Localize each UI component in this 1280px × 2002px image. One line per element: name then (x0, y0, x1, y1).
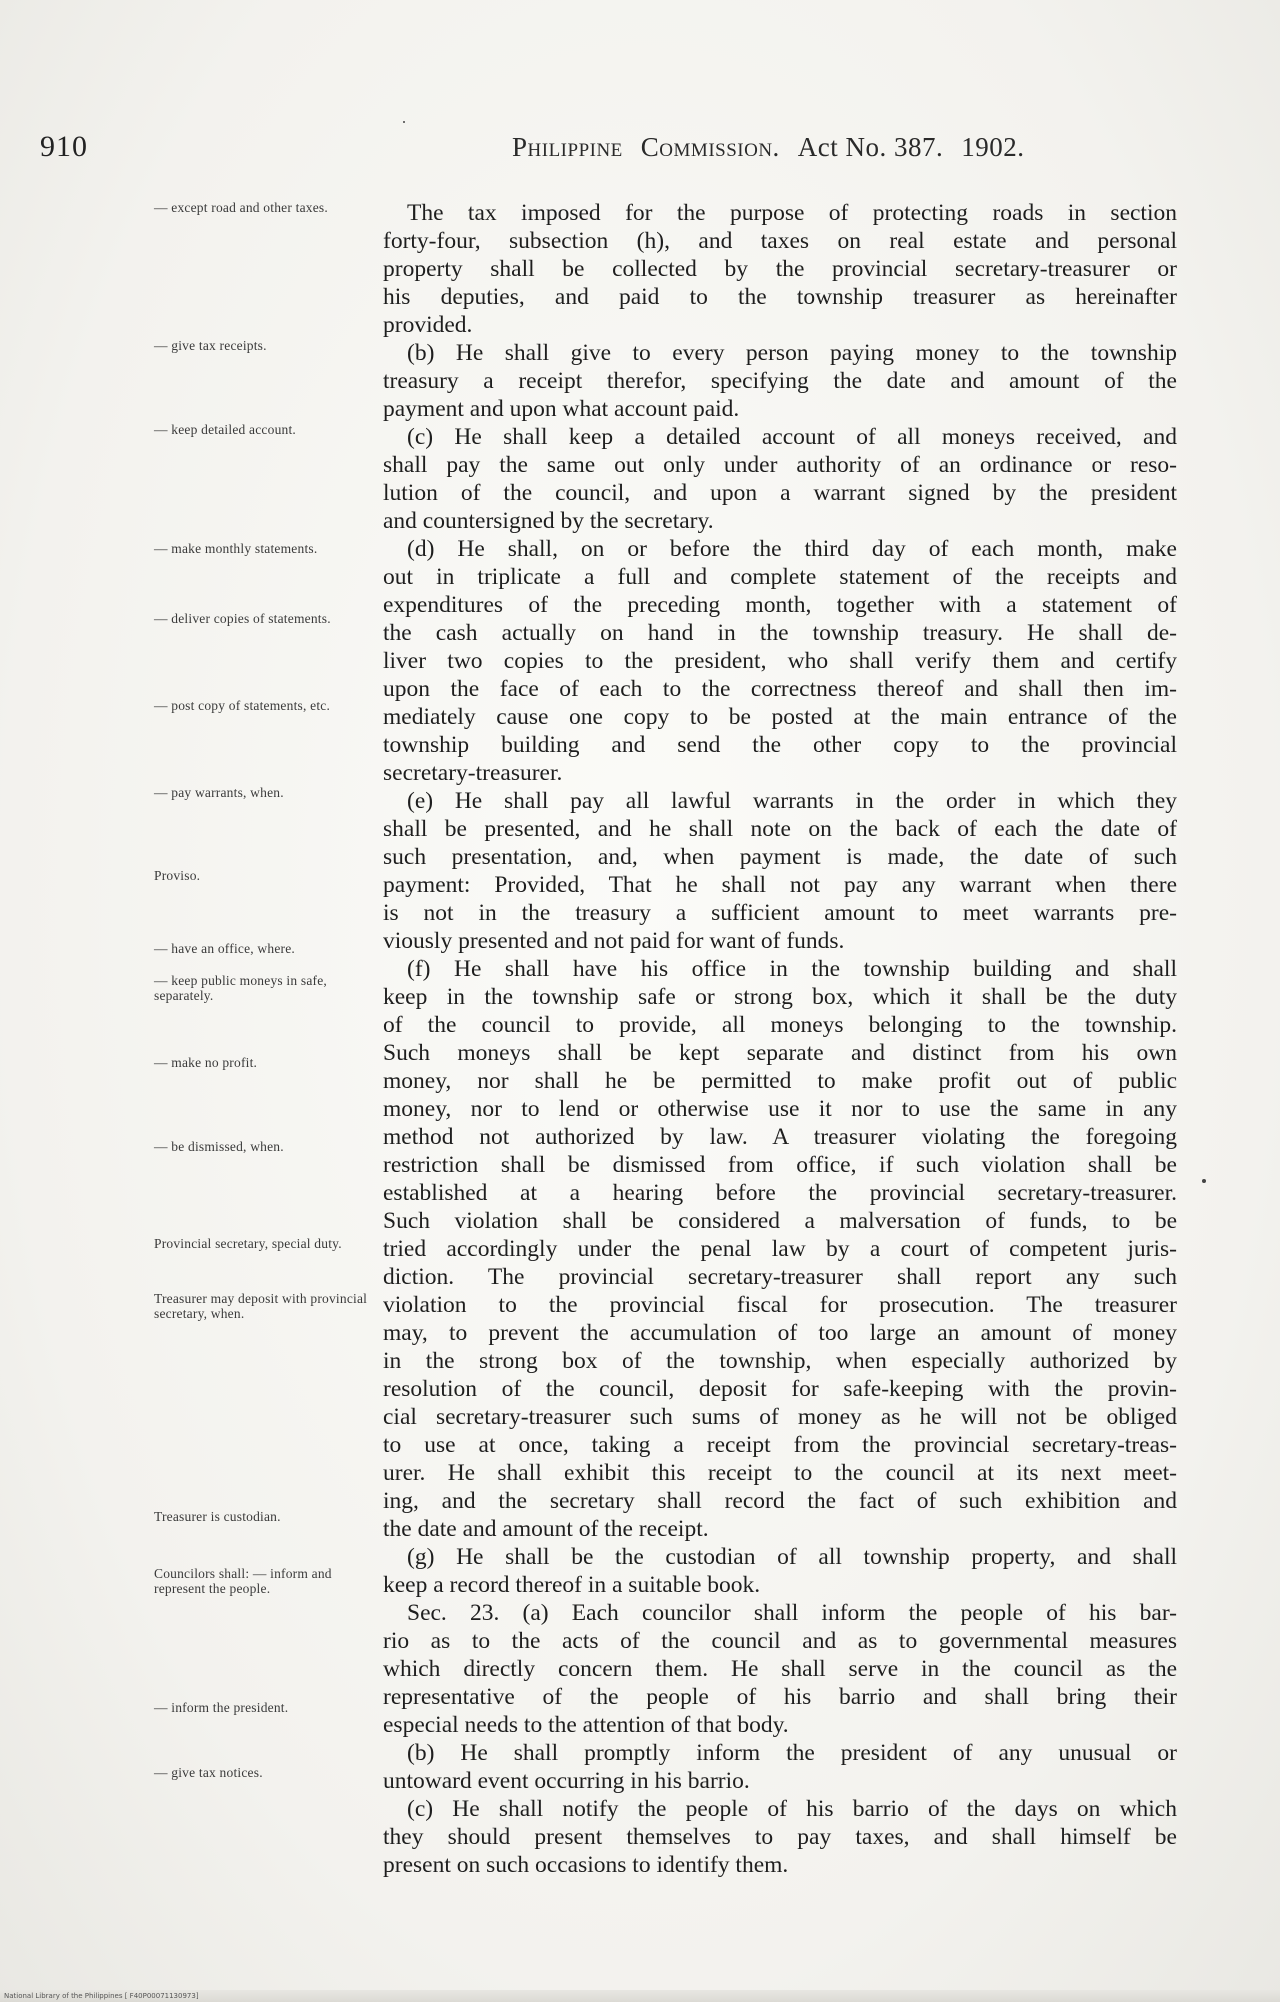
body-line: to use at once, taking a receipt from the provincial secretary-treas- (383, 1432, 1177, 1458)
body-line: The tax imposed for the purpose of protecting roads in section (407, 200, 1177, 226)
body-line: money, nor shall he be permitted to make profit out of public (383, 1068, 1177, 1094)
body-line: is not in the treasury a sufficient amount to meet warrants pre- (383, 900, 1177, 926)
scan-speck (1202, 1179, 1206, 1183)
body-line: payment and upon what account paid. (383, 396, 740, 422)
body-line: restriction shall be dismissed from office, if such violation shall be (383, 1152, 1177, 1178)
margin-note: — post copy of statements, etc. (154, 698, 331, 713)
body-line: untoward event occurring in his barrio. (383, 1768, 750, 1794)
margin-note: — deliver copies of statements. (154, 611, 331, 626)
body-line: violation to the provincial fiscal for prosecution. The treasurer (383, 1292, 1177, 1318)
body-line: his deputies, and paid to the township treasurer as hereinafter (383, 284, 1177, 310)
margin-note: Treasurer is custodian. (154, 1509, 281, 1524)
scan-credit: National Library of the Philippines [ F40P00071130973] (4, 1992, 199, 2000)
body-line: Such moneys shall be kept separate and distinct from his own (383, 1040, 1177, 1066)
body-line: treasury a receipt therefor, specifying the date and amount of the (383, 368, 1177, 394)
body-line: keep in the township safe or strong box, which it shall be the duty (383, 984, 1177, 1010)
margin-note: — give tax receipts. (154, 338, 267, 353)
body-line: property shall be collected by the provincial secretary-treasurer or (383, 256, 1177, 282)
body-line: expenditures of the preceding month, together with a statement of (383, 592, 1177, 618)
body-line: representative of the people of his barrio and shall bring their (383, 1684, 1177, 1710)
body-line: (g) He shall be the custodian of all township property, and shall (407, 1544, 1177, 1570)
margin-note: — keep detailed account. (154, 422, 296, 437)
body-line: mediately cause one copy to be posted at the main entrance of the (383, 704, 1177, 730)
body-line: shall be presented, and he shall note on the back of each the date of (383, 816, 1177, 842)
body-line: the date and amount of the receipt. (383, 1516, 709, 1542)
margin-note: — inform the president. (154, 1700, 289, 1715)
scan-speck (403, 121, 405, 123)
body-line: the cash actually on hand in the township treasury. He shall de- (383, 620, 1177, 646)
margin-note: — have an office, where. (154, 941, 295, 956)
body-line: cial secretary-treasurer such sums of money as he will not be obliged (383, 1404, 1177, 1430)
body-line: ing, and the secretary shall record the fact of such exhibition and (383, 1488, 1177, 1514)
header-title-1: Philippine (512, 132, 623, 162)
body-line: urer. He shall exhibit this receipt to the council at its next meet- (383, 1460, 1177, 1486)
body-line: in the strong box of the township, when especially authorized by (383, 1348, 1177, 1374)
header-title-2: Commission. (640, 132, 780, 162)
body-line: especial needs to the attention of that body. (383, 1712, 789, 1738)
margin-note: Treasurer may deposit with provincial secretary, when. (154, 1291, 368, 1321)
body-line: payment: Provided, That he shall not pay any warrant when there (383, 872, 1177, 898)
body-line: of the council to provide, all moneys belonging to the township. (383, 1012, 1177, 1038)
margin-note: — pay warrants, when. (154, 785, 284, 800)
body-line: shall pay the same out only under authority of an ordinance or reso- (383, 452, 1177, 478)
margin-note: — give tax notices. (154, 1765, 263, 1780)
body-line: money, nor to lend or otherwise use it nor to use the same in any (383, 1096, 1177, 1122)
body-line: keep a record thereof in a suitable book. (383, 1572, 761, 1598)
body-line: (c) He shall keep a detailed account of all moneys received, and (407, 424, 1177, 450)
body-line: which directly concern them. He shall serve in the council as the (383, 1656, 1177, 1682)
margin-note: Councilors shall: — inform and represent the people. (154, 1566, 332, 1596)
body-line: (d) He shall, on or before the third day of each month, make (407, 536, 1177, 562)
body-line: tried accordingly under the penal law by a court of competent juris- (383, 1236, 1177, 1262)
body-line: they should present themselves to pay taxes, and shall himself be (383, 1824, 1177, 1850)
margin-note: Provincial secretary, special duty. (154, 1236, 342, 1251)
body-line: out in triplicate a full and complete statement of the receipts and (383, 564, 1177, 590)
body-line: diction. The provincial secretary-treasurer shall report any such (383, 1264, 1177, 1290)
margin-note: — make monthly statements. (154, 541, 318, 556)
body-line: rio as to the acts of the council and as to governmental measures (383, 1628, 1177, 1654)
header-act: Act No. 387. (797, 132, 944, 162)
margin-note: — be dismissed, when. (154, 1139, 284, 1154)
body-line: forty-four, subsection (h), and taxes on real estate and personal (383, 228, 1177, 254)
body-line: Such violation shall be considered a malversation of funds, to be (383, 1208, 1177, 1234)
body-line: provided. (383, 312, 473, 338)
body-line: Sec. 23. (a) Each councilor shall inform the people of his bar- (407, 1600, 1177, 1626)
body-line: liver two copies to the president, who shall verify them and certify (383, 648, 1177, 674)
body-line: (b) He shall give to every person paying money to the township (407, 340, 1177, 366)
body-line: viously presented and not paid for want of funds. (383, 928, 845, 954)
body-line: (c) He shall notify the people of his barrio of the days on which (407, 1796, 1177, 1822)
body-line: method not authorized by law. A treasurer violating the foregoing (383, 1124, 1177, 1150)
running-header (512, 132, 1043, 163)
body-line: upon the face of each to the correctness thereof and shall then im- (383, 676, 1177, 702)
body-line: township building and send the other copy to the provincial (383, 732, 1177, 758)
body-line: (f) He shall have his office in the township building and shall (407, 956, 1177, 982)
body-line: lution of the council, and upon a warrant signed by the president (383, 480, 1177, 506)
margin-note: — except road and other taxes. (154, 200, 328, 215)
body-line: secretary-treasurer. (383, 760, 563, 786)
margin-note: Proviso. (154, 868, 201, 883)
body-line: resolution of the council, deposit for safe-keeping with the provin- (383, 1376, 1177, 1402)
body-line: established at a hearing before the provincial secretary-treasurer. (383, 1180, 1177, 1206)
margin-note: — keep public moneys in safe, separately. (154, 973, 328, 1003)
header-year: 1902. (961, 132, 1025, 162)
body-line: (e) He shall pay all lawful warrants in the order in which they (407, 788, 1177, 814)
body-line: (b) He shall promptly inform the president of any unusual or (407, 1740, 1177, 1766)
page-number: 910 (40, 130, 88, 163)
body-line: and countersigned by the secretary. (383, 508, 714, 534)
body-line: such presentation, and, when payment is made, the date of such (383, 844, 1177, 870)
body-line: present on such occasions to identify them. (383, 1852, 789, 1878)
margin-note: — make no profit. (154, 1055, 258, 1070)
body-line: may, to prevent the accumulation of too large an amount of money (383, 1320, 1177, 1346)
